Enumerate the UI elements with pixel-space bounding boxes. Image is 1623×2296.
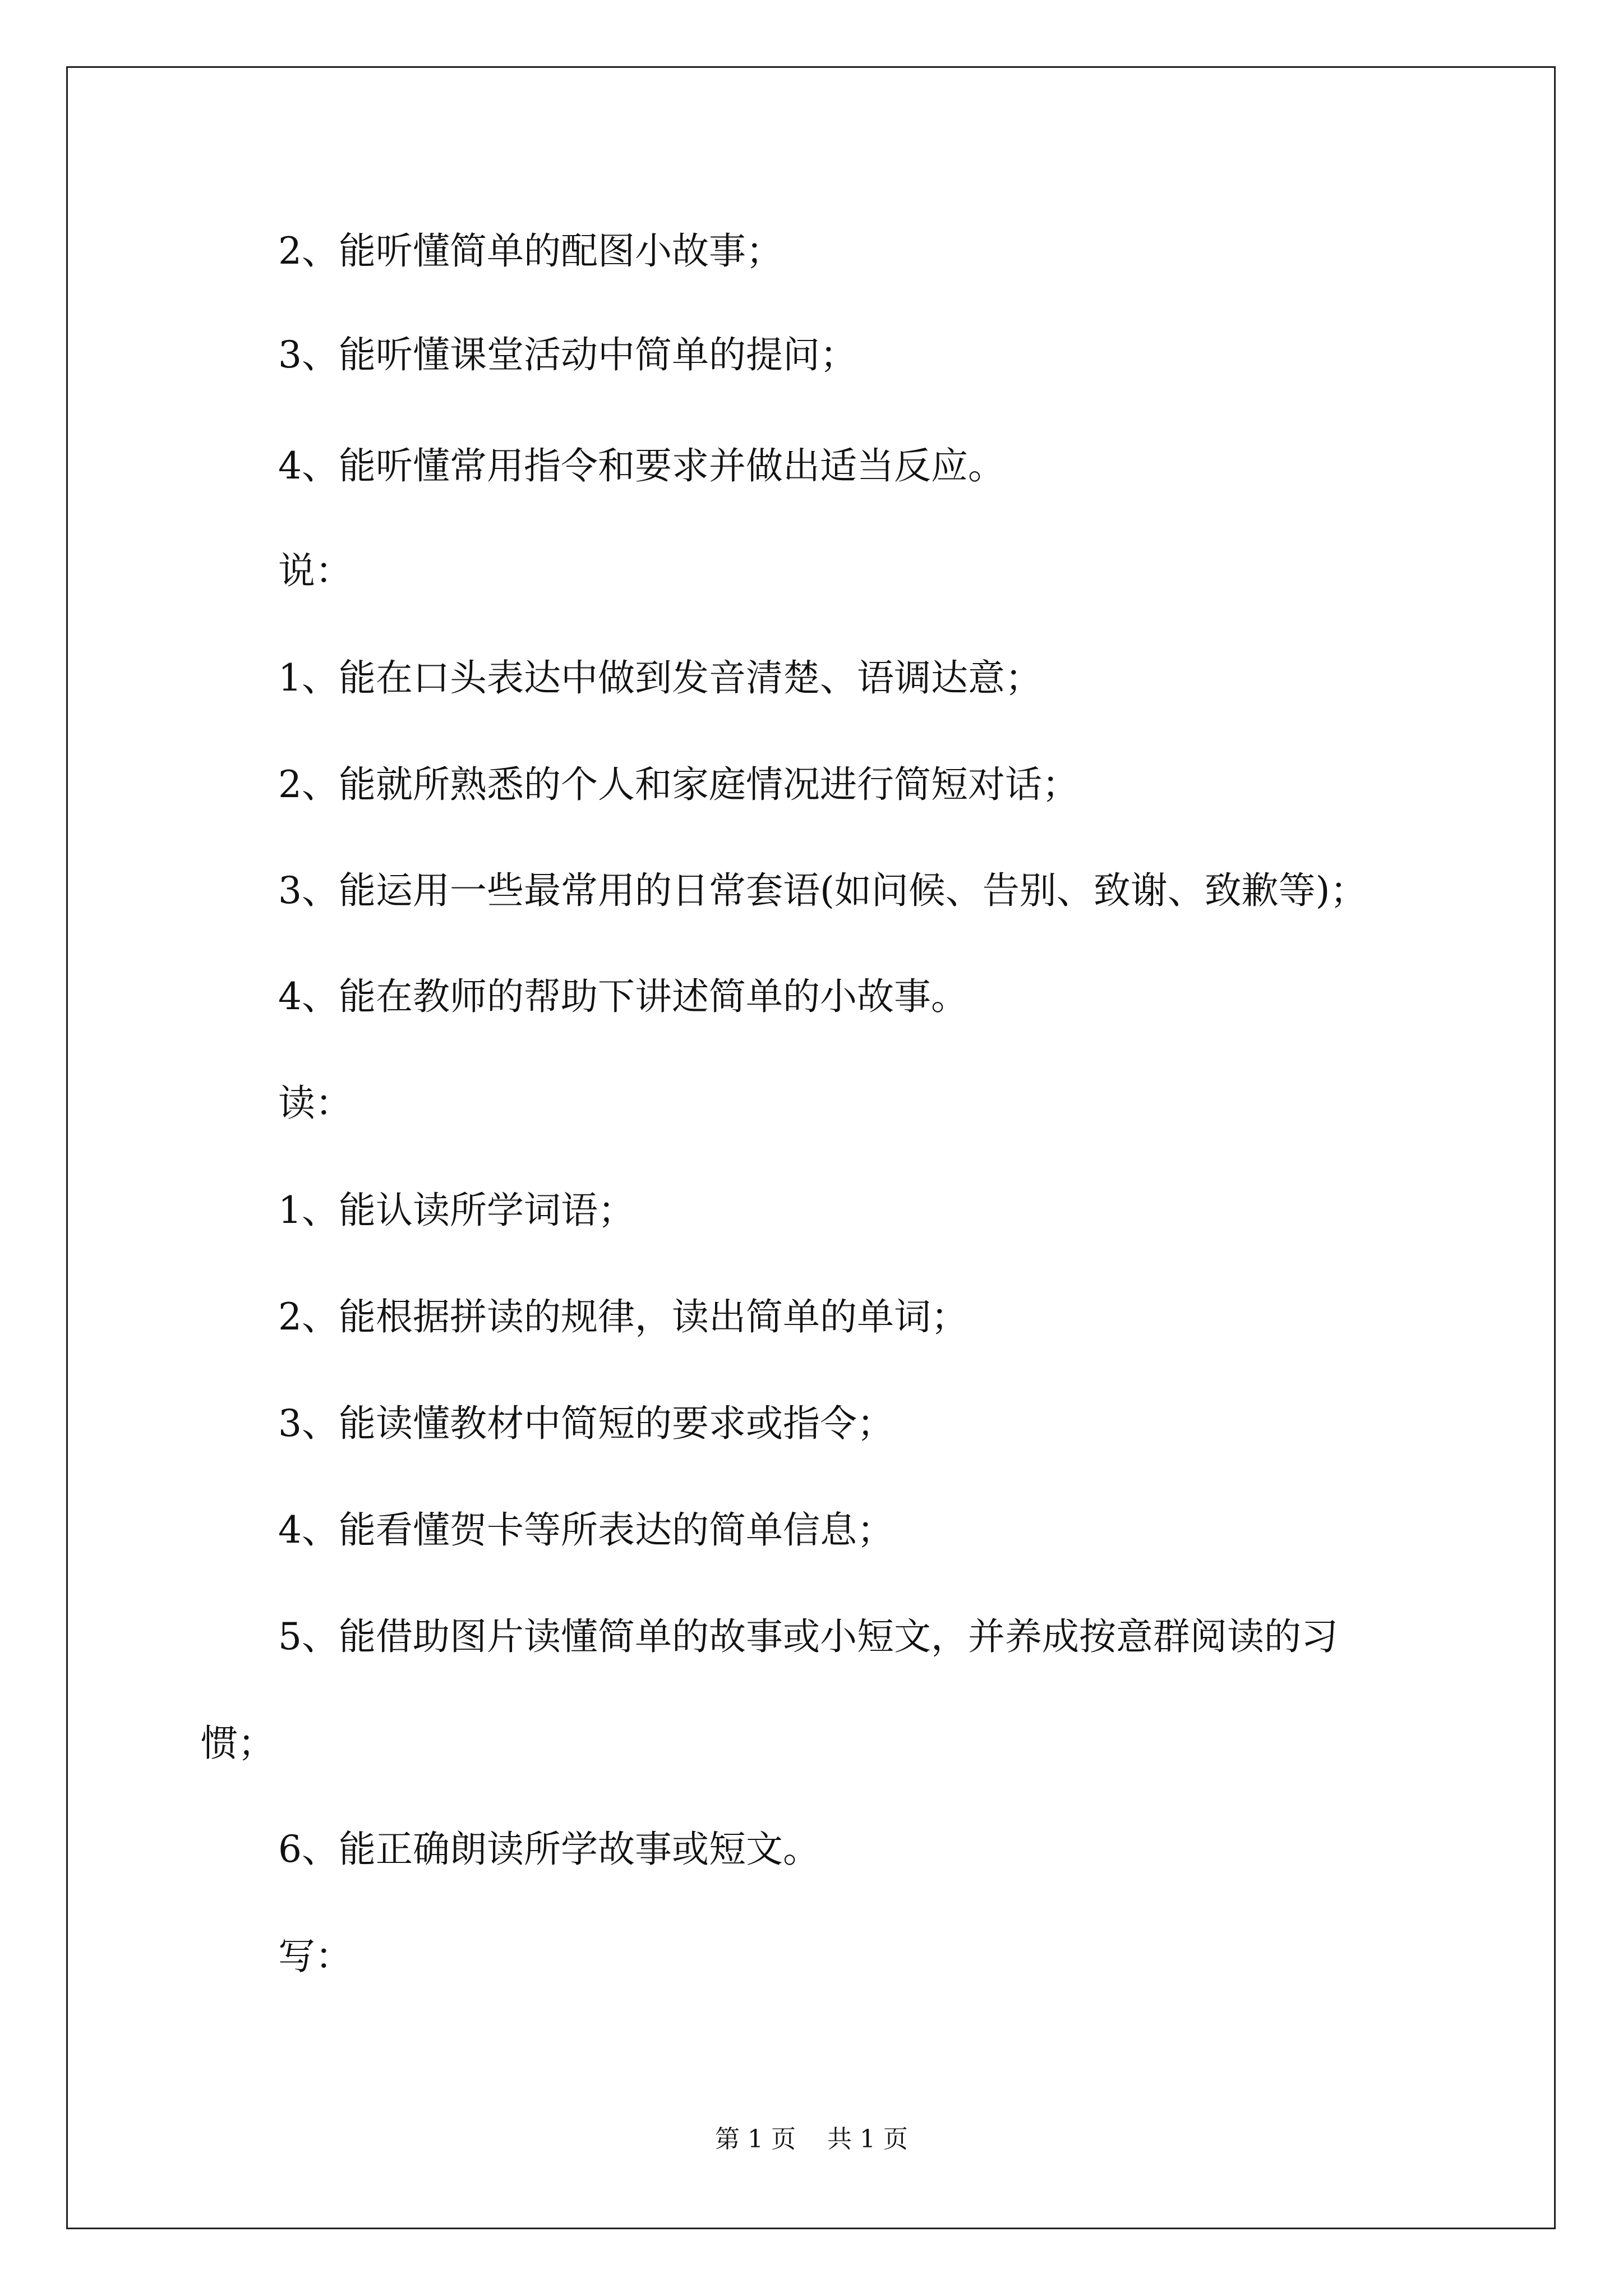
page-number: 第 1 页 (715, 2125, 796, 2154)
text-line: 2、能根据拼读的规律，读出简单的单词； (278, 1295, 968, 1338)
text-line: 4、能看懂贺卡等所表达的简单信息； (278, 1508, 894, 1552)
text-line: 1、能在口头表达中做到发音清楚、语调达意； (278, 656, 1042, 700)
text-line: 3、能听懂课堂活动中简单的提问； (278, 333, 857, 376)
section-heading: 读： (278, 1082, 352, 1125)
text-line: 1、能认读所学词语； (278, 1189, 635, 1232)
text-line: 4、能听懂常用指令和要求并做出适当反应。 (278, 444, 1005, 487)
text-line: 3、能运用一些最常用的日常套语(如问候、告别、致谢、致歉等)； (278, 869, 1367, 912)
section-heading: 说： (278, 549, 352, 592)
page-footer (0, 2127, 1623, 2152)
text-line: 5、能借助图片读懂简单的故事或小短文，并养成按意群阅读的习 (278, 1615, 1338, 1658)
page-total: 共 1 页 (827, 2125, 908, 2154)
text-line: 2、能就所熟悉的个人和家庭情况进行简短对话； (278, 763, 1079, 806)
text-line: 3、能读懂教材中简短的要求或指令； (278, 1402, 894, 1445)
section-heading: 写： (278, 1935, 352, 1978)
text-line: 惯； (201, 1722, 275, 1765)
text-line: 6、能正确朗读所学故事或短文。 (278, 1828, 820, 1871)
page-border (66, 66, 1556, 2229)
text-line: 4、能在教师的帮助下讲述简单的小故事。 (278, 975, 968, 1018)
text-line: 2、能听懂简单的配图小故事； (278, 229, 783, 273)
